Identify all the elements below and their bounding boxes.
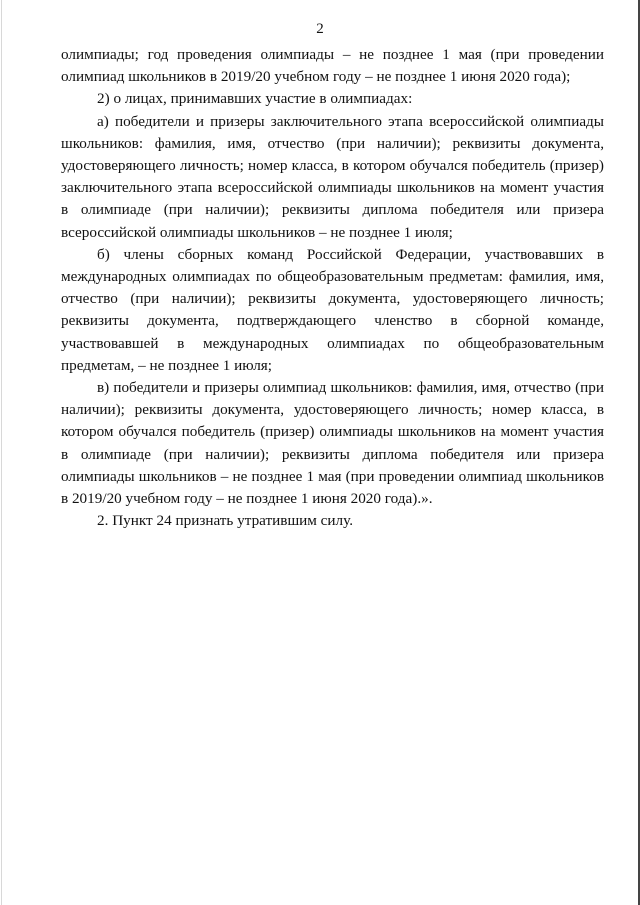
paragraph-continuation: олимпиады; год проведения олимпиады – не позднее 1 мая (при проведении олимпиад школьников в 2019/20 учебном году – не позднее 1 июня 2020 года); (61, 46, 604, 86)
document-body (61, 44, 604, 532)
paragraph-subitem-v: в) победители и призеры олимпиад школьников: фамилия, имя, отчество (при наличии); реквизиты документа, удостоверяющего личность; номер класса, в котором обучался победитель (призер) олимпиады школьников на момент участия в олимпиаде (при наличии); реквизиты диплома победителя или призера олимпиады школьников – не позднее 1 мая (при проведении олимпиад школьников в 2019/20 учебном году – не позднее 1 июня 2020 года).». (61, 379, 604, 508)
scan-edge-left (1, 0, 2, 905)
paragraph-subitem-a: а) победители и призеры заключительного этапа всероссийской олимпиады школьников: фамилия, имя, отчество (при наличии); реквизиты документа, удостоверяющего личность; номер класса, в котором обучался победитель (призер) заключительного этапа всероссийской олимпиады школьников на момент участия в олимпиаде (при наличии); реквизиты диплома победителя или призера всероссийской олимпиады школьников – не позднее 1 июля; (61, 112, 604, 241)
paragraph-item-2: 2) о лицах, принимавших участие в олимпиадах: (97, 90, 413, 108)
paragraph-subitem-b: б) члены сборных команд Российской Федерации, участвовавших в международных олимпиадах по общеобразовательным предметам: фамилия, имя, отчество (при наличии); реквизиты документа, удостоверяющего личность; реквизиты документа, подтверждающего членство в сборной команде, участвовавшей в международных олимпиадах по общеобразовательным предметам, – не позднее 1 июля; (61, 245, 604, 374)
paragraph-point-2: 2. Пункт 24 признать утратившим силу. (97, 512, 353, 530)
page-number: 2 (316, 21, 324, 37)
